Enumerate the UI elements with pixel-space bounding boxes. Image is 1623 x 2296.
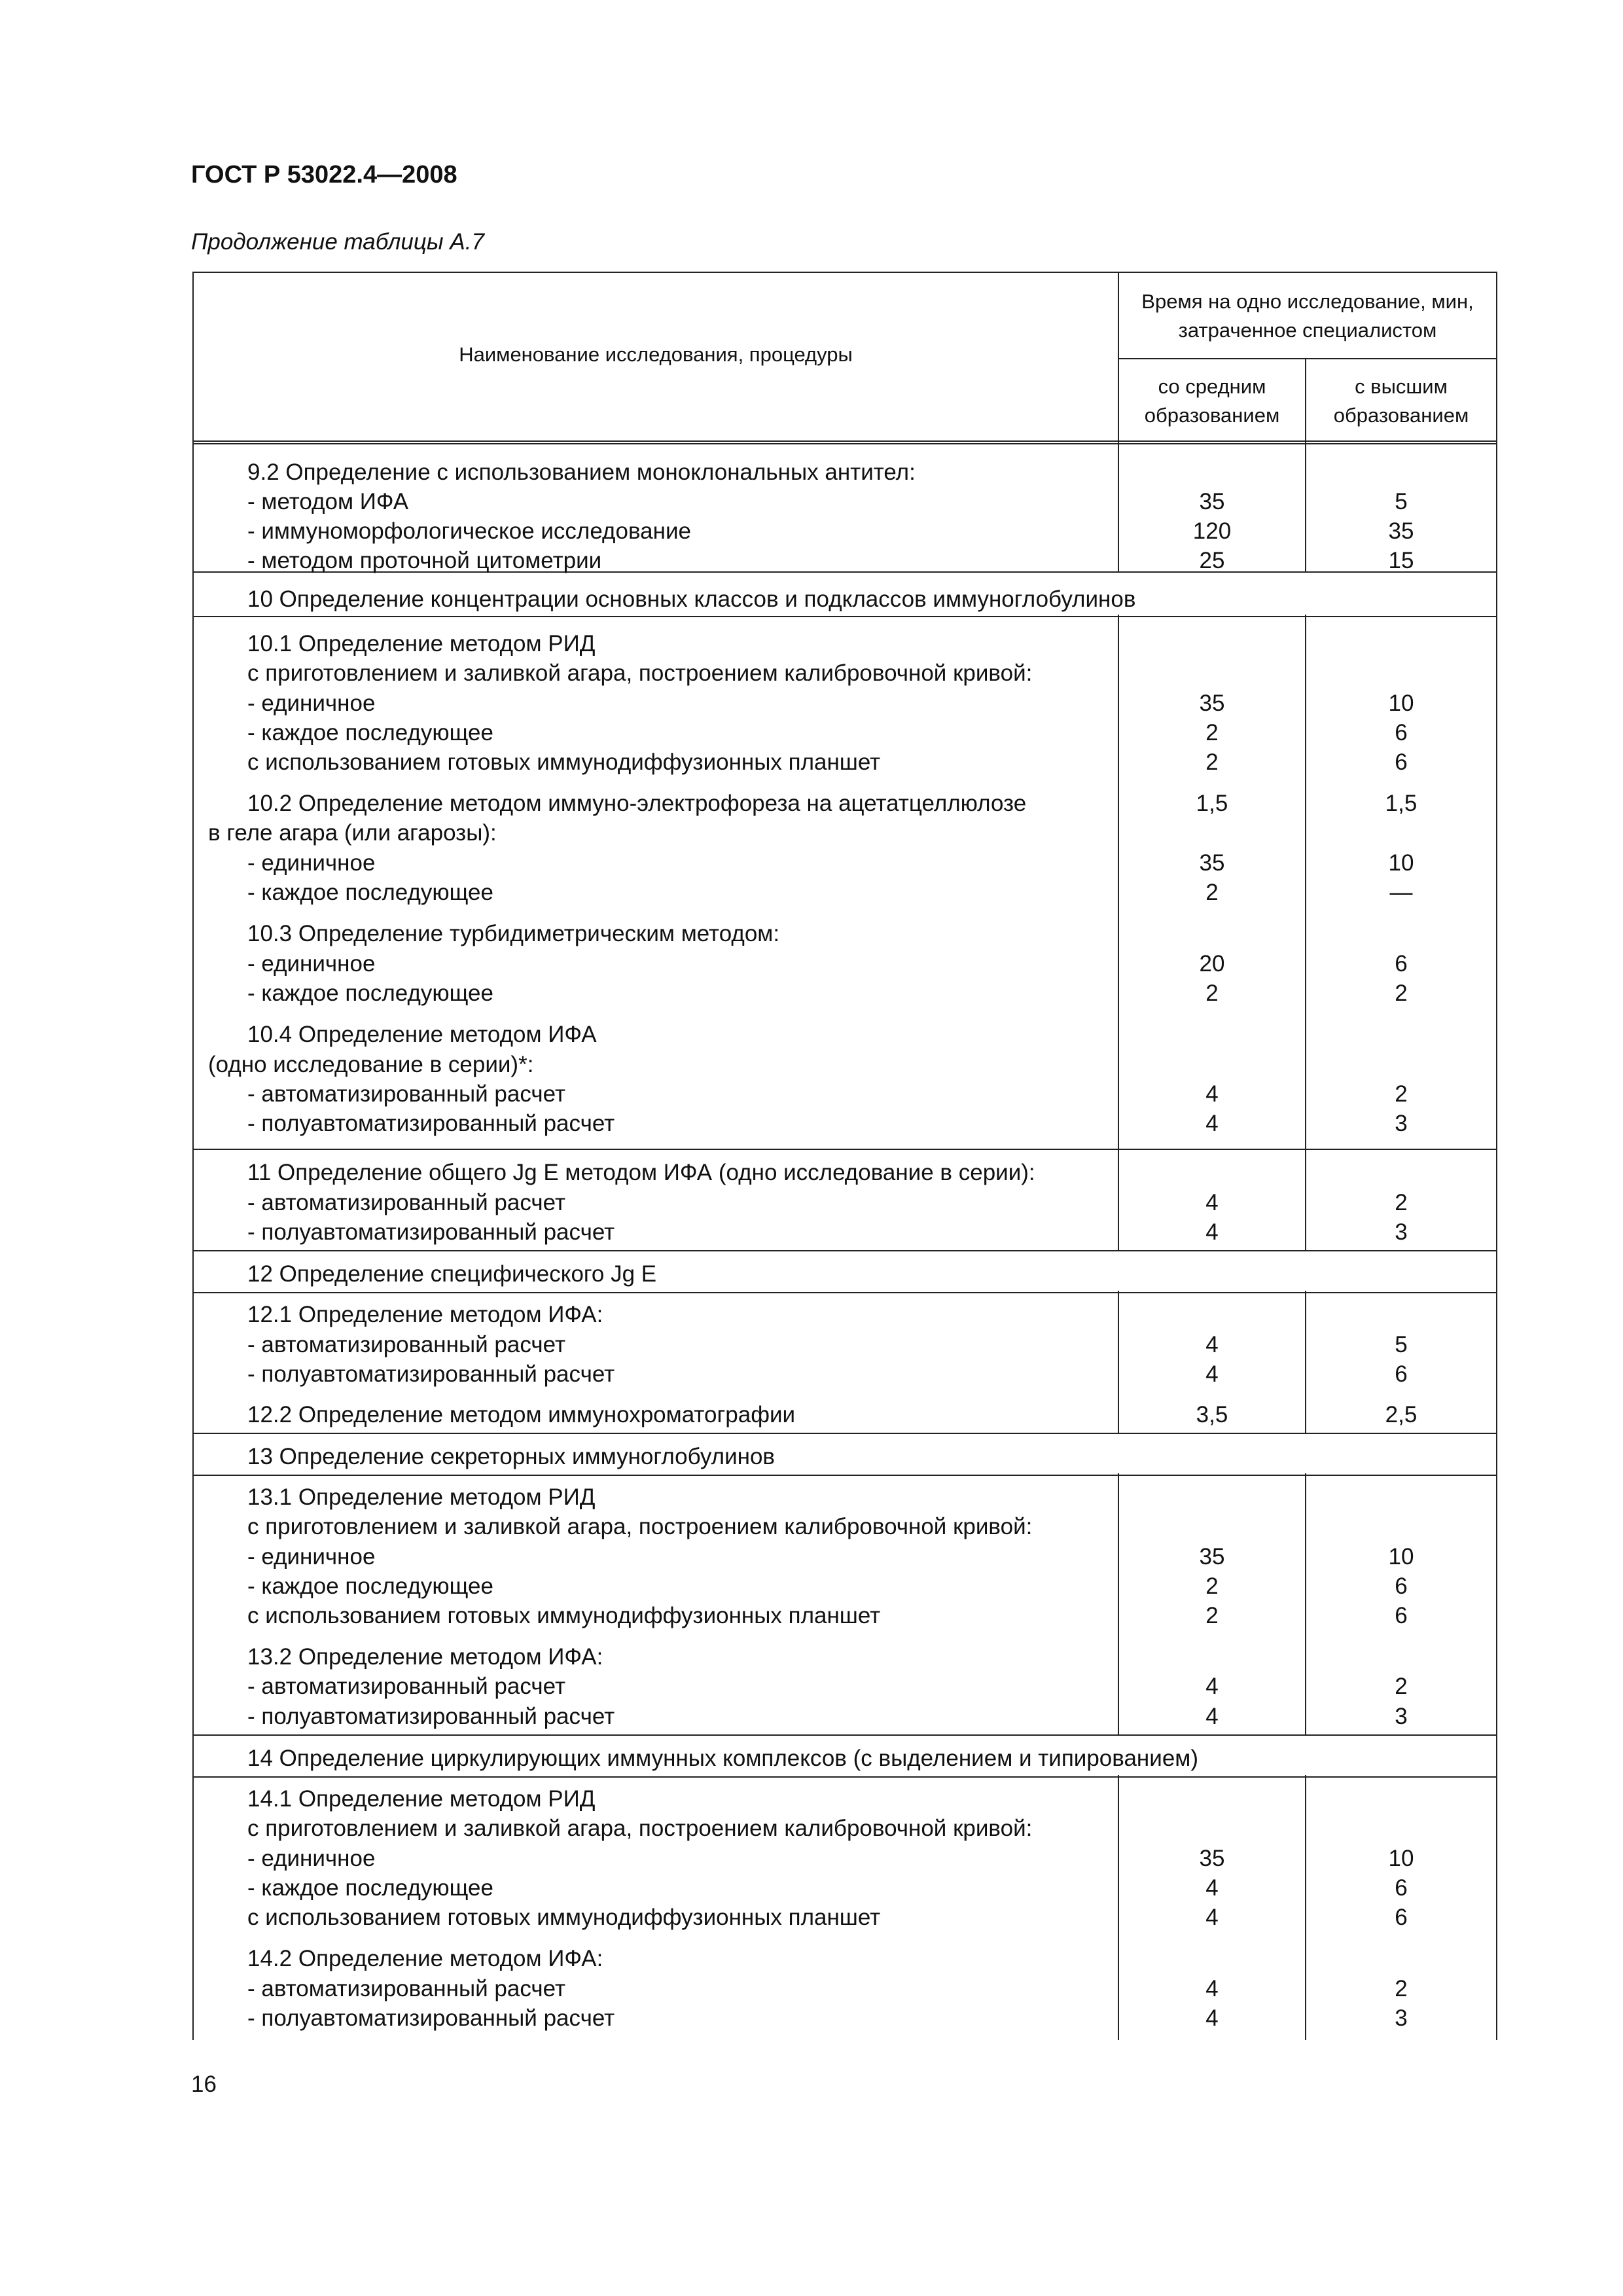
- row-label: 10.4 Определение методом ИФА: [247, 1022, 597, 1047]
- row-label: с использованием готовых иммунодиффузионных планшет: [247, 1603, 881, 1628]
- time-mid-value: 35: [1199, 489, 1225, 514]
- row-label: - каждое последующее: [247, 720, 493, 745]
- time-mid-value: 2: [1205, 749, 1219, 775]
- row-separator: [194, 616, 1496, 617]
- time-mid-value: 1,5: [1196, 791, 1228, 816]
- time-high-value: 5: [1395, 1332, 1408, 1357]
- time-mid-value: 2: [1205, 1573, 1219, 1599]
- time-high-value: 6: [1395, 749, 1408, 775]
- row-label: - каждое последующее: [247, 1573, 493, 1599]
- row-label: - иммуноморфологическое исследование: [247, 518, 691, 544]
- header-high-line1: с высшим: [1355, 375, 1448, 398]
- time-mid-value: 4: [1205, 1674, 1219, 1699]
- row-label: с использованием готовых иммунодиффузионных планшет: [247, 1905, 881, 1930]
- time-high-value: 2: [1395, 1081, 1408, 1107]
- row-label: - полуавтоматизированный расчет: [247, 1219, 615, 1245]
- time-high-value: 6: [1395, 1361, 1408, 1387]
- time-high-value: 2: [1395, 1976, 1408, 2001]
- time-high-value: 10: [1388, 1846, 1414, 1871]
- row-label: - единичное: [247, 1544, 376, 1570]
- time-high-value: 1,5: [1385, 791, 1418, 816]
- time-high-value: 10: [1388, 1544, 1414, 1570]
- time-high-value: 2,5: [1385, 1402, 1418, 1427]
- row-label: с приготовлением и заливкой агара, построением калибровочной кривой:: [247, 1514, 1033, 1539]
- row-separator: [194, 1149, 1496, 1150]
- time-high-value: 3: [1395, 1704, 1408, 1729]
- time-mid-value: 4: [1205, 1081, 1219, 1107]
- time-mid-value: 4: [1205, 1704, 1219, 1729]
- time-mid-value: 35: [1199, 1846, 1225, 1871]
- row-label: - полуавтоматизированный расчет: [247, 1361, 615, 1387]
- row-separator: [194, 1292, 1496, 1293]
- time-mid-value: 120: [1192, 518, 1232, 544]
- row-label: 13.1 Определение методом РИД: [247, 1484, 596, 1510]
- header-mid-line2: образованием: [1144, 404, 1280, 427]
- time-mid-value: 4: [1205, 1111, 1219, 1136]
- time-high-value: 10: [1388, 850, 1414, 876]
- page-number: 16: [191, 2072, 217, 2097]
- time-high-value: 3: [1395, 2005, 1408, 2031]
- time-high-value: 6: [1395, 720, 1408, 745]
- row-label: 12.1 Определение методом ИФА:: [247, 1302, 603, 1327]
- header-subdivider: [1118, 358, 1496, 359]
- row-label: с использованием готовых иммунодиффузионных планшет: [247, 749, 881, 775]
- header-high-line2: образованием: [1333, 404, 1469, 427]
- row-label: - автоматизированный расчет: [247, 1976, 566, 2001]
- row-label: - единичное: [247, 951, 376, 977]
- time-mid-value: 35: [1199, 691, 1225, 716]
- row-label: 10.3 Определение турбидиметрическим методом:: [247, 921, 780, 946]
- time-mid-value: 25: [1199, 548, 1225, 573]
- time-high-value: 5: [1395, 489, 1408, 514]
- row-label: - полуавтоматизированный расчет: [247, 2005, 615, 2031]
- row-separator: [194, 1776, 1496, 1778]
- header-time-line1: Время на одно исследование, мин,: [1141, 290, 1474, 313]
- row-label: 13 Определение секреторных иммуноглобулинов: [247, 1444, 776, 1469]
- time-mid-value: 3,5: [1196, 1402, 1228, 1427]
- row-label: - методом ИФА: [247, 489, 409, 514]
- header-mid-line1: со средним: [1158, 375, 1266, 398]
- table-caption: Продолжение таблицы А.7: [191, 229, 484, 255]
- row-label: 11 Определение общего Jg E методом ИФА (одно исследование в серии):: [247, 1160, 1035, 1185]
- row-label: - единичное: [247, 691, 376, 716]
- time-high-value: 6: [1395, 1603, 1408, 1628]
- time-mid-value: 20: [1199, 951, 1225, 977]
- row-label: 12.2 Определение методом иммунохроматографии: [247, 1402, 796, 1427]
- time-high-value: 6: [1395, 1905, 1408, 1930]
- header-name-col: Наименование исследования, процедуры: [459, 343, 853, 366]
- header-time-line2: затраченное специалистом: [1178, 319, 1437, 342]
- row-label: с приготовлением и заливкой агара, построением калибровочной кривой:: [247, 1816, 1033, 1841]
- row-label: - каждое последующее: [247, 880, 493, 905]
- row-label: - полуавтоматизированный расчет: [247, 1704, 615, 1729]
- time-norms-table: [192, 272, 1497, 2040]
- time-mid-value: 4: [1205, 1190, 1219, 1215]
- time-mid-value: 4: [1205, 1219, 1219, 1245]
- row-label: в геле агара (или агарозы):: [208, 820, 497, 846]
- time-mid-value: 35: [1199, 850, 1225, 876]
- time-mid-value: 4: [1205, 1332, 1219, 1357]
- time-mid-value: 2: [1205, 720, 1219, 745]
- row-label: - автоматизированный расчет: [247, 1332, 566, 1357]
- time-high-value: 2: [1395, 1190, 1408, 1215]
- row-label: - каждое последующее: [247, 1875, 493, 1901]
- row-label: с приготовлением и заливкой агара, построением калибровочной кривой:: [247, 660, 1033, 686]
- time-high-value: 35: [1388, 518, 1414, 544]
- time-high-value: 3: [1395, 1219, 1408, 1245]
- time-mid-value: 4: [1205, 1905, 1219, 1930]
- row-label: 14.1 Определение методом РИД: [247, 1786, 596, 1812]
- time-high-value: 6: [1395, 951, 1408, 977]
- time-mid-value: 4: [1205, 2005, 1219, 2031]
- time-mid-value: 2: [1205, 980, 1219, 1006]
- row-label: - единичное: [247, 1846, 376, 1871]
- row-label: 14.2 Определение методом ИФА:: [247, 1946, 603, 1971]
- header-bottom-rule: [194, 440, 1496, 444]
- time-high-value: 3: [1395, 1111, 1408, 1136]
- time-mid-value: 4: [1205, 1875, 1219, 1901]
- row-label: 13.2 Определение методом ИФА:: [247, 1644, 603, 1670]
- row-separator: [194, 1475, 1496, 1476]
- time-mid-value: 2: [1205, 880, 1219, 905]
- time-mid-value: 4: [1205, 1361, 1219, 1387]
- row-label: - полуавтоматизированный расчет: [247, 1111, 615, 1136]
- time-high-value: 10: [1388, 691, 1414, 716]
- row-label: 10.1 Определение методом РИД: [247, 631, 596, 656]
- time-high-value: 15: [1388, 548, 1414, 573]
- row-label: (одно исследование в серии)*:: [208, 1052, 534, 1077]
- row-label: - единичное: [247, 850, 376, 876]
- row-label: 10.2 Определение методом иммуно-электрофореза на ацетатцеллюлозе: [247, 791, 1027, 816]
- row-label: 12 Определение специфического Jg E: [247, 1261, 657, 1287]
- row-label: - автоматизированный расчет: [247, 1674, 566, 1699]
- time-high-value: 2: [1395, 1674, 1408, 1699]
- row-label: 14 Определение циркулирующих иммунных комплексов (с выделением и типированием): [247, 1746, 1198, 1771]
- row-label: - методом проточной цитометрии: [247, 548, 602, 573]
- time-high-value: 6: [1395, 1875, 1408, 1901]
- time-high-value: 2: [1395, 980, 1408, 1006]
- time-mid-value: 4: [1205, 1976, 1219, 2001]
- row-label: 10 Определение концентрации основных классов и подклассов иммуноглобулинов: [247, 586, 1136, 612]
- time-high-value: —: [1389, 880, 1413, 905]
- time-mid-value: 35: [1199, 1544, 1225, 1570]
- row-label: 9.2 Определение с использованием моноклональных антител:: [247, 459, 916, 485]
- row-label: - автоматизированный расчет: [247, 1081, 566, 1107]
- row-label: - каждое последующее: [247, 980, 493, 1006]
- row-label: - автоматизированный расчет: [247, 1190, 566, 1215]
- time-mid-value: 2: [1205, 1603, 1219, 1628]
- document-title: ГОСТ Р 53022.4—2008: [191, 161, 457, 188]
- time-high-value: 6: [1395, 1573, 1408, 1599]
